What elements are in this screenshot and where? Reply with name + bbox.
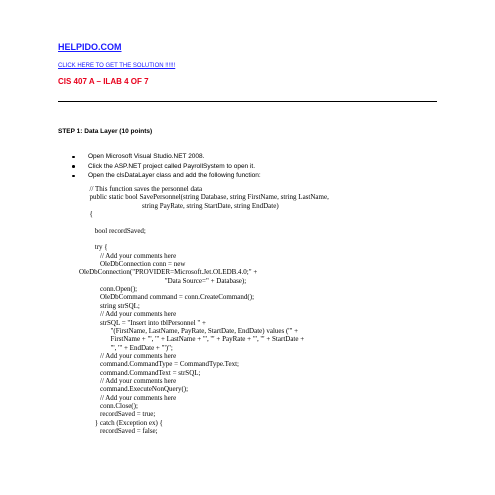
list-item: Open the clsDataLayer class and add the following function: [70, 171, 261, 181]
code-line: // Add your comments here [58, 376, 177, 385]
code-line: // This function saves the personnel data [58, 185, 203, 193]
code-line: // Add your comments here [58, 251, 177, 260]
lab-title: CIS 407 A – ILAB 4 OF 7 [58, 77, 149, 86]
code-line: string PayRate, string StartDate, string EndDate) [58, 201, 279, 210]
code-line: recordSaved = true; [58, 410, 156, 419]
code-line: OleDbCommand command = conn.CreateCommand(); [58, 293, 255, 302]
code-block [58, 185, 329, 435]
code-line: FirstName + "', '" + LastName + "', '" + PayRate + "', '" + StartDate + [58, 335, 305, 344]
code-line: string strSQL; [58, 301, 140, 310]
list-item: Click the ASP.NET project called PayrollSystem to open it. [70, 162, 261, 172]
code-line: { [58, 210, 93, 219]
step-heading: STEP 1: Data Layer (10 points) [58, 128, 153, 135]
code-line [58, 235, 329, 243]
code-line: // Add your comments here [58, 393, 177, 402]
code-line: OleDbConnection conn = new [58, 260, 186, 269]
code-line: recordSaved = false; [58, 426, 158, 435]
code-line: command.CommandText = strSQL; [58, 368, 201, 377]
code-line: conn.Open(); [58, 285, 138, 294]
steps-list [70, 152, 261, 181]
solution-link[interactable]: CLICK HERE TO GET THE SOLUTION !!!!!! [58, 63, 176, 69]
site-link[interactable]: HELPIDO.COM [58, 42, 122, 52]
divider [58, 101, 437, 102]
code-line: public static bool SavePersonnel(string Database, string FirstName, string LastName, [58, 193, 329, 202]
code-line: OleDbConnection("PROVIDER=Microsoft.Jet.OLEDB.4.0;" + [58, 268, 258, 277]
code-line: } catch (Exception ex) { [58, 418, 163, 427]
list-item: Open Microsoft Visual Studio.NET 2008. [70, 152, 261, 162]
code-line [58, 218, 329, 226]
code-line: try { [58, 243, 108, 252]
code-line: conn.Close(); [58, 401, 138, 410]
code-line: "Data Source=" + Database); [58, 276, 247, 285]
code-line: // Add your comments here [58, 310, 177, 319]
code-line: // Add your comments here [58, 351, 177, 360]
code-line: command.CommandType = CommandType.Text; [58, 360, 239, 369]
code-line: bool recordSaved; [58, 226, 146, 235]
code-line: "', '" + EndDate + "')"; [58, 343, 173, 352]
code-line: strSQL = "Insert into tblPersonnel " + [58, 318, 206, 327]
code-line: "(FirstName, LastName, PayRate, StartDate, EndDate) values ('" + [58, 326, 299, 335]
code-line: command.ExecuteNonQuery(); [58, 385, 189, 394]
